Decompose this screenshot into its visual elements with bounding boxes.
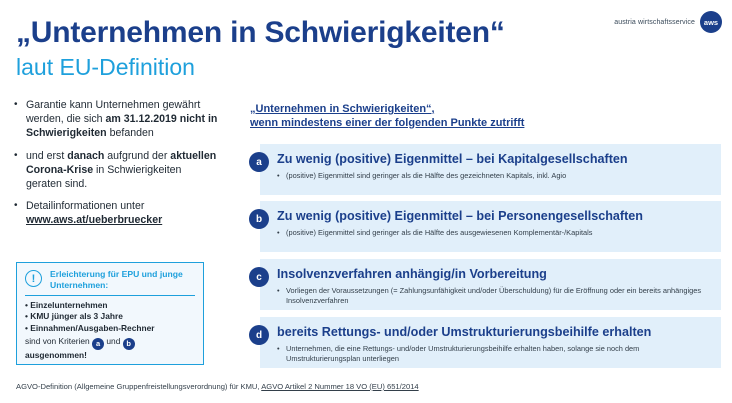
bullet-dot-icon: • <box>14 99 18 110</box>
criterion-title: Zu wenig (positive) Eigenmittel – bei Personengesellschaften <box>277 209 643 223</box>
bullet-text: Detailinformationen unter <box>26 200 145 213</box>
bullet-text: in Schwierigkeiten geraten sind. <box>26 163 182 191</box>
bullet-dot-icon: • <box>277 171 280 180</box>
bullet-text: Garantie kann Unternehmen gewährt werden, die sich <box>26 99 201 126</box>
criteria-heading: „Unternehmen in Schwierigkeiten“, wenn mindestens einer der folgenden Punkte zutrifft <box>250 103 525 129</box>
bullet-bold: danach <box>67 149 105 162</box>
bullet-dot-icon: • <box>277 344 280 353</box>
hint-item: • Einzelunternehmen <box>25 300 108 310</box>
exclamation-icon: ! <box>25 270 42 287</box>
bullet-dot-icon: • <box>277 286 280 295</box>
bullet-guarantee <box>14 98 219 141</box>
bullet-details <box>14 199 219 227</box>
ueberbruecker-link[interactable]: www.aws.at/ueberbruecker <box>26 214 163 227</box>
bullet-dot-icon: • <box>14 200 18 212</box>
criterion-d <box>255 317 721 368</box>
hint-divider <box>25 295 195 296</box>
letter-badge: a <box>249 152 269 172</box>
letter-badge: b <box>249 209 269 229</box>
criterion-desc: Vorliegen der Voraussetzungen (= Zahlungsunfähigkeit und/oder Überschuldung) für die Eröffnung oder ein bereits anhängiges Insolvenzverfahren <box>286 286 702 305</box>
criterion-desc: Unternehmen, die eine Rettungs- und/oder Umstrukturierungsbeihilfe erhalten haben, solange sie noch dem Umstrukturierungsplan unterliegen <box>286 344 640 363</box>
criterion-title: bereits Rettungs- und/oder Umstrukturierungsbeihilfe erhalten <box>277 325 652 339</box>
hint-footnote: sind von Kriterien a und b ausgenommen! <box>17 334 203 361</box>
agvo-link[interactable]: AGVO Artikel 2 Nummer 18 VO (EU) 651/2014 <box>261 382 419 391</box>
footer-note: AGVO-Definition (Allgemeine Gruppenfreistellungsverordnung) für KMU, AGVO Artikel 2 Nummer 18 VO (EU) 651/2014 <box>16 382 419 391</box>
criterion-title: Insolvenzverfahren anhängig/in Vorbereitung <box>277 267 547 281</box>
criterion-title: Zu wenig (positive) Eigenmittel – bei Kapitalgesellschaften <box>277 152 628 166</box>
bullet-dot-icon: • <box>277 228 280 237</box>
criterion-b <box>255 201 721 252</box>
letter-badge: c <box>249 267 269 287</box>
hint-title: Erleichterung für EPU und junge Unternehmen: <box>50 269 183 290</box>
page-title: „Unternehmen in Schwierigkeiten“ <box>16 16 505 49</box>
brand-text: austria wirtschaftsservice <box>614 18 695 26</box>
bullet-bold: aktuellen Corona-Krise <box>26 149 217 176</box>
brand <box>614 11 722 33</box>
criterion-desc: (positive) Eigenmittel sind geringer als die Hälfte des gezeichneten Kapitals, inkl. Agio <box>286 171 567 180</box>
bullet-text: und erst <box>26 149 68 162</box>
criterion-desc: (positive) Eigenmittel sind geringer als die Hälfte des ausgewiesenen Komplementär-/Kapitals <box>286 228 593 237</box>
criterion-a-badge: a <box>92 338 104 350</box>
left-bullets <box>14 98 219 236</box>
criterion-b-badge: b <box>123 338 135 350</box>
bullet-corona <box>14 149 219 192</box>
bullet-text: aufgrund der <box>104 149 171 162</box>
letter-badge: d <box>249 325 269 345</box>
hint-item: • KMU jünger als 3 Jahre <box>25 311 123 322</box>
criterion-a <box>256 144 721 195</box>
bullet-dot-icon: • <box>14 149 18 161</box>
hint-box <box>16 262 204 365</box>
hint-list <box>17 300 203 334</box>
bullet-bold: am 31.12.2019 nicht in Schwierigkeiten <box>26 113 218 140</box>
hint-item: • Einnahmen/Ausgaben-Rechner <box>25 322 155 333</box>
criterion-c <box>256 259 721 310</box>
aws-logo: aws <box>700 11 722 33</box>
page-subtitle: laut EU-Definition <box>16 54 195 80</box>
bullet-text: befanden <box>106 127 154 140</box>
